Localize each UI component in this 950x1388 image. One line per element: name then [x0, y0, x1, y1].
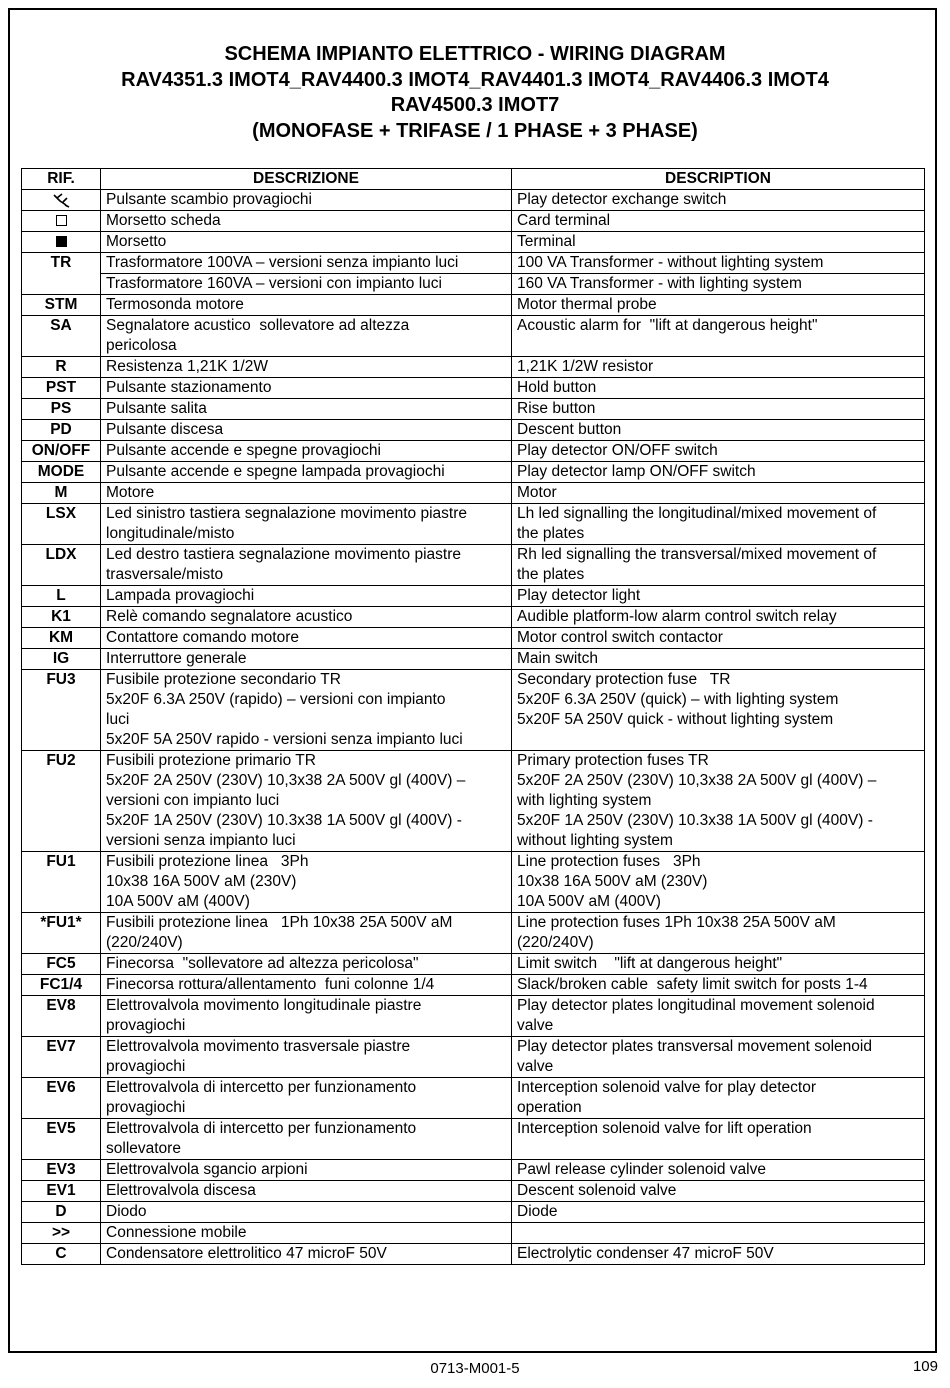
- cell-line: 5x20F 6.3A 250V (rapido) – versioni con impianto: [106, 691, 446, 708]
- description-cell: [512, 211, 925, 232]
- table-row: [22, 378, 925, 399]
- cell-line: Card terminal: [517, 212, 611, 229]
- descrizione-cell: [101, 545, 512, 586]
- rif-cell: ON/OFF: [22, 441, 101, 462]
- description-cell: [512, 913, 925, 954]
- table-row: [22, 399, 925, 420]
- description-cell: [512, 253, 925, 274]
- cell-line: Diodo: [106, 1203, 147, 1220]
- description-cell: [512, 232, 925, 253]
- cell-line: 10x38 16A 500V aM (230V): [517, 873, 708, 890]
- cell-line: Play detector lamp ON/OFF switch: [517, 463, 756, 480]
- cell-line: Motor: [517, 484, 557, 501]
- cell-line: Finecorsa rottura/allentamento funi colonne 1/4: [106, 976, 435, 993]
- description-cell: [512, 954, 925, 975]
- descrizione-cell: [101, 357, 512, 378]
- table-row: [22, 1160, 925, 1181]
- cell-line: Play detector light: [517, 587, 641, 604]
- descrizione-cell: [101, 607, 512, 628]
- table-body: [22, 190, 925, 1265]
- cell-line: Lh led signalling the longitudinal/mixed movement of: [517, 505, 877, 522]
- rif-cell: EV5: [22, 1119, 101, 1160]
- rif-cell: IG: [22, 649, 101, 670]
- rif-cell: STM: [22, 295, 101, 316]
- title-line-4: (MONOFASE + TRIFASE / 1 PHASE + 3 PHASE): [252, 119, 698, 142]
- cell-line: Limit switch "lift at dangerous height": [517, 955, 783, 972]
- description-cell: [512, 1078, 925, 1119]
- cell-line: 1,21K 1/2W resistor: [517, 358, 654, 375]
- cell-line: 5x20F 5A 250V quick - without lighting system: [517, 711, 834, 728]
- rif-cell: SA: [22, 316, 101, 357]
- cell-line: 5x20F 5A 250V rapido - versioni senza impianto luci: [106, 731, 463, 748]
- cell-line: Motor thermal probe: [517, 296, 657, 313]
- cell-line: Elettrovalvola movimento trasversale piastre: [106, 1038, 411, 1055]
- cell-line: sollevatore: [106, 1140, 181, 1157]
- description-cell: [512, 378, 925, 399]
- descrizione-cell: [101, 628, 512, 649]
- cell-line: without lighting system: [517, 832, 673, 849]
- descrizione-cell: [101, 975, 512, 996]
- cell-line: valve: [517, 1058, 554, 1075]
- cell-line: provagiochi: [106, 1017, 186, 1034]
- cell-line: Rh led signalling the transversal/mixed movement of: [517, 546, 877, 563]
- cell-line: Descent solenoid valve: [517, 1182, 677, 1199]
- cell-line: Pulsante stazionamento: [106, 379, 272, 396]
- table-row: [22, 295, 925, 316]
- rif-cell: FU2: [22, 751, 101, 852]
- cell-line: 5x20F 1A 250V (230V) 10.3x38 1A 500V gl (400V) -: [517, 812, 873, 829]
- cell-line: Acoustic alarm for "lift at dangerous height": [517, 317, 818, 334]
- cell-line: Segnalatore acustico sollevatore ad altezza: [106, 317, 410, 334]
- table-row: [22, 274, 925, 295]
- description-cell: [512, 441, 925, 462]
- table-row: [22, 211, 925, 232]
- rif-cell: EV1: [22, 1181, 101, 1202]
- description-cell: [512, 1160, 925, 1181]
- descrizione-cell: [101, 670, 512, 751]
- descrizione-cell: [101, 399, 512, 420]
- cell-line: Play detector plates longitudinal movement solenoid: [517, 997, 875, 1014]
- cell-line: Contattore comando motore: [106, 629, 299, 646]
- title-line-2: RAV4351.3 IMOT4_RAV4400.3 IMOT4_RAV4401.3 IMOT4_RAV4406.3 IMOT4: [121, 68, 829, 91]
- cell-line: Elettrovalvola movimento longitudinale piastre: [106, 997, 422, 1014]
- cell-line: versioni con impianto luci: [106, 792, 280, 809]
- cell-line: Slack/broken cable safety limit switch for posts 1-4: [517, 976, 868, 993]
- cell-line: Play detector plates transversal movement solenoid: [517, 1038, 872, 1055]
- rif-cell: L: [22, 586, 101, 607]
- cell-line: Relè comando segnalatore acustico: [106, 608, 353, 625]
- rif-cell: D: [22, 1202, 101, 1223]
- descrizione-cell: [101, 483, 512, 504]
- cell-line: Pulsante accende e spegne provagiochi: [106, 442, 381, 459]
- cell-line: Elettrovalvola di intercetto per funzionamento: [106, 1079, 417, 1096]
- page-title: [10, 42, 940, 144]
- cell-line: Lampada provagiochi: [106, 587, 255, 604]
- table-row: [22, 670, 925, 751]
- filled-square-icon: [56, 233, 67, 250]
- table-row: [22, 852, 925, 913]
- cell-line: [517, 1223, 919, 1243]
- cell-line: the plates: [517, 525, 585, 542]
- cell-line: 10x38 16A 500V aM (230V): [106, 873, 297, 890]
- cell-line: Play detector exchange switch: [517, 191, 727, 208]
- description-cell: [512, 1223, 925, 1244]
- description-cell: [512, 975, 925, 996]
- cell-line: Interception solenoid valve for play detector: [517, 1079, 816, 1096]
- title-line-3: RAV4500.3 IMOT7: [390, 94, 560, 116]
- cell-line: Interruttore generale: [106, 650, 247, 667]
- table-row: [22, 483, 925, 504]
- description-cell: [512, 1244, 925, 1265]
- descrizione-cell: [101, 462, 512, 483]
- descrizione-cell: [101, 751, 512, 852]
- rif-cell: PS: [22, 399, 101, 420]
- descrizione-cell: [101, 954, 512, 975]
- header-descrizione: DESCRIZIONE: [101, 169, 512, 190]
- component-legend-table: [21, 168, 925, 1265]
- rif-cell: FU1: [22, 852, 101, 913]
- description-cell: [512, 190, 925, 211]
- rif-cell: EV3: [22, 1160, 101, 1181]
- push-button-icon: [51, 191, 71, 208]
- descrizione-cell: [101, 190, 512, 211]
- descrizione-cell: [101, 441, 512, 462]
- rif-cell: PST: [22, 378, 101, 399]
- cell-line: (220/240V): [106, 934, 183, 951]
- description-cell: [512, 852, 925, 913]
- cell-line: Motore: [106, 484, 155, 501]
- rif-cell: EV7: [22, 1037, 101, 1078]
- description-cell: [512, 586, 925, 607]
- cell-line: Secondary protection fuse TR: [517, 671, 731, 688]
- descrizione-cell: [101, 1078, 512, 1119]
- cell-line: Trasformatore 100VA – versioni senza impianto luci: [106, 254, 459, 271]
- rif-cell: [22, 190, 101, 211]
- title-line-1: SCHEMA IMPIANTO ELETTRICO - WIRING DIAGRAM: [224, 43, 726, 65]
- cell-line: Audible platform-low alarm control switch relay: [517, 608, 837, 625]
- description-cell: [512, 316, 925, 357]
- header-description: DESCRIPTION: [512, 169, 925, 190]
- rif-cell: TR: [22, 253, 101, 295]
- descrizione-cell: [101, 1119, 512, 1160]
- open-square-icon: [56, 212, 67, 229]
- cell-line: 5x20F 6.3A 250V (quick) – with lighting system: [517, 691, 839, 708]
- descrizione-cell: [101, 232, 512, 253]
- description-cell: [512, 670, 925, 751]
- table-row: [22, 1037, 925, 1078]
- cell-line: Led destro tastiera segnalazione movimento piastre: [106, 546, 461, 563]
- document-code: 0713-M001-5: [430, 1360, 520, 1377]
- rif-cell: *FU1*: [22, 913, 101, 954]
- descrizione-cell: [101, 316, 512, 357]
- descrizione-cell: [101, 274, 512, 295]
- table-row: [22, 586, 925, 607]
- table-row: [22, 954, 925, 975]
- rif-cell: EV6: [22, 1078, 101, 1119]
- table-row: [22, 316, 925, 357]
- description-cell: [512, 628, 925, 649]
- table-row: [22, 628, 925, 649]
- table-row: [22, 357, 925, 378]
- cell-line: Morsetto scheda: [106, 212, 221, 229]
- description-cell: [512, 483, 925, 504]
- cell-line: Elettrovalvola discesa: [106, 1182, 256, 1199]
- table-row: [22, 975, 925, 996]
- cell-line: (220/240V): [517, 934, 594, 951]
- descrizione-cell: [101, 1037, 512, 1078]
- description-cell: [512, 1181, 925, 1202]
- table-row: [22, 751, 925, 852]
- rif-cell: M: [22, 483, 101, 504]
- rif-cell: >>: [22, 1223, 101, 1244]
- description-cell: [512, 751, 925, 852]
- header-rif: RIF.: [22, 169, 101, 190]
- descrizione-cell: [101, 1181, 512, 1202]
- table-row: [22, 232, 925, 253]
- descrizione-cell: [101, 913, 512, 954]
- description-cell: [512, 357, 925, 378]
- cell-line: Resistenza 1,21K 1/2W: [106, 358, 268, 375]
- cell-line: 5x20F 2A 250V (230V) 10,3x38 2A 500V gl (400V) –: [106, 772, 466, 789]
- cell-line: Rise button: [517, 400, 596, 417]
- rif-cell: EV8: [22, 996, 101, 1037]
- description-cell: [512, 420, 925, 441]
- descrizione-cell: [101, 1160, 512, 1181]
- table-row: [22, 420, 925, 441]
- cell-line: Pulsante salita: [106, 400, 207, 417]
- rif-cell: LDX: [22, 545, 101, 586]
- cell-line: 10A 500V aM (400V): [106, 893, 250, 910]
- cell-line: Elettrovalvola di intercetto per funzionamento: [106, 1120, 417, 1137]
- table-row: [22, 996, 925, 1037]
- description-cell: [512, 504, 925, 545]
- rif-cell: MODE: [22, 462, 101, 483]
- description-cell: [512, 545, 925, 586]
- cell-line: Fusibili protezione primario TR: [106, 752, 316, 769]
- cell-line: Primary protection fuses TR: [517, 752, 709, 769]
- description-cell: [512, 1119, 925, 1160]
- cell-line: Elettrovalvola sgancio arpioni: [106, 1161, 308, 1178]
- page-number: 109: [912, 1358, 938, 1375]
- rif-cell: FC1/4: [22, 975, 101, 996]
- cell-line: trasversale/misto: [106, 566, 224, 583]
- cell-line: pericolosa: [106, 337, 177, 354]
- cell-line: Condensatore elettrolitico 47 microF 50V: [106, 1245, 387, 1262]
- table-row: [22, 1078, 925, 1119]
- table-row: [22, 1119, 925, 1160]
- cell-line: Fusibili protezione linea 3Ph: [106, 853, 309, 870]
- rif-cell: FU3: [22, 670, 101, 751]
- cell-line: Electrolytic condenser 47 microF 50V: [517, 1245, 774, 1262]
- table-row: [22, 1244, 925, 1265]
- cell-line: Main switch: [517, 650, 598, 667]
- rif-cell: C: [22, 1244, 101, 1265]
- descrizione-cell: [101, 1244, 512, 1265]
- cell-line: Descent button: [517, 421, 622, 438]
- cell-line: versioni senza impianto luci: [106, 832, 296, 849]
- cell-line: 5x20F 1A 250V (230V) 10.3x38 1A 500V gl (400V) -: [106, 812, 462, 829]
- rif-cell: K1: [22, 607, 101, 628]
- rif-cell: [22, 232, 101, 253]
- rif-cell: LSX: [22, 504, 101, 545]
- cell-line: the plates: [517, 566, 585, 583]
- cell-line: Line protection fuses 3Ph: [517, 853, 701, 870]
- descrizione-cell: [101, 996, 512, 1037]
- description-cell: [512, 274, 925, 295]
- cell-line: Finecorsa "sollevatore ad altezza pericolosa": [106, 955, 419, 972]
- table-row: [22, 253, 925, 274]
- cell-line: longitudinale/misto: [106, 525, 235, 542]
- description-cell: [512, 295, 925, 316]
- descrizione-cell: [101, 852, 512, 913]
- descrizione-cell: [101, 295, 512, 316]
- rif-cell: PD: [22, 420, 101, 441]
- rif-cell: FC5: [22, 954, 101, 975]
- cell-line: Pulsante discesa: [106, 421, 224, 438]
- description-cell: [512, 607, 925, 628]
- descrizione-cell: [101, 504, 512, 545]
- cell-line: operation: [517, 1099, 582, 1116]
- cell-line: valve: [517, 1017, 554, 1034]
- table-row: [22, 607, 925, 628]
- cell-line: Play detector ON/OFF switch: [517, 442, 718, 459]
- cell-line: Pulsante scambio provagiochi: [106, 191, 312, 208]
- cell-line: Fusibile protezione secondario TR: [106, 671, 341, 688]
- cell-line: 5x20F 2A 250V (230V) 10,3x38 2A 500V gl (400V) –: [517, 772, 877, 789]
- cell-line: Trasformatore 160VA – versioni con impianto luci: [106, 275, 442, 292]
- descrizione-cell: [101, 649, 512, 670]
- cell-line: Pulsante accende e spegne lampada provagiochi: [106, 463, 445, 480]
- table-row: [22, 545, 925, 586]
- cell-line: Morsetto: [106, 233, 167, 250]
- description-cell: [512, 1202, 925, 1223]
- cell-line: with lighting system: [517, 792, 652, 809]
- table-row: [22, 1223, 925, 1244]
- cell-line: Line protection fuses 1Ph 10x38 25A 500V aM: [517, 914, 836, 931]
- cell-line: provagiochi: [106, 1099, 186, 1116]
- rif-cell: R: [22, 357, 101, 378]
- table-row: [22, 441, 925, 462]
- cell-line: Pawl release cylinder solenoid valve: [517, 1161, 766, 1178]
- table-row: [22, 504, 925, 545]
- cell-line: Fusibili protezione linea 1Ph 10x38 25A 500V aM: [106, 914, 453, 931]
- cell-line: 100 VA Transformer - without lighting system: [517, 254, 824, 271]
- cell-line: Interception solenoid valve for lift operation: [517, 1120, 812, 1137]
- rif-cell: KM: [22, 628, 101, 649]
- descrizione-cell: [101, 586, 512, 607]
- cell-line: 160 VA Transformer - with lighting system: [517, 275, 802, 292]
- description-cell: [512, 462, 925, 483]
- rif-cell: [22, 211, 101, 232]
- cell-line: Led sinistro tastiera segnalazione movimento piastre: [106, 505, 467, 522]
- description-cell: [512, 996, 925, 1037]
- cell-line: 10A 500V aM (400V): [517, 893, 661, 910]
- cell-line: Hold button: [517, 379, 597, 396]
- descrizione-cell: [101, 1202, 512, 1223]
- descrizione-cell: [101, 211, 512, 232]
- table-row: [22, 462, 925, 483]
- cell-line: Diode: [517, 1203, 558, 1220]
- table-row: [22, 1202, 925, 1223]
- descrizione-cell: [101, 378, 512, 399]
- table-row: [22, 649, 925, 670]
- cell-line: Terminal: [517, 233, 576, 250]
- description-cell: [512, 399, 925, 420]
- cell-line: Connessione mobile: [106, 1224, 247, 1241]
- table-header-row: [22, 169, 925, 190]
- table-row: [22, 1181, 925, 1202]
- descrizione-cell: [101, 420, 512, 441]
- cell-line: Motor control switch contactor: [517, 629, 723, 646]
- table-row: [22, 190, 925, 211]
- descrizione-cell: [101, 1223, 512, 1244]
- table-row: [22, 913, 925, 954]
- description-cell: [512, 1037, 925, 1078]
- cell-line: provagiochi: [106, 1058, 186, 1075]
- description-cell: [512, 649, 925, 670]
- cell-line: luci: [106, 711, 130, 728]
- descrizione-cell: [101, 253, 512, 274]
- cell-line: Termosonda motore: [106, 296, 244, 313]
